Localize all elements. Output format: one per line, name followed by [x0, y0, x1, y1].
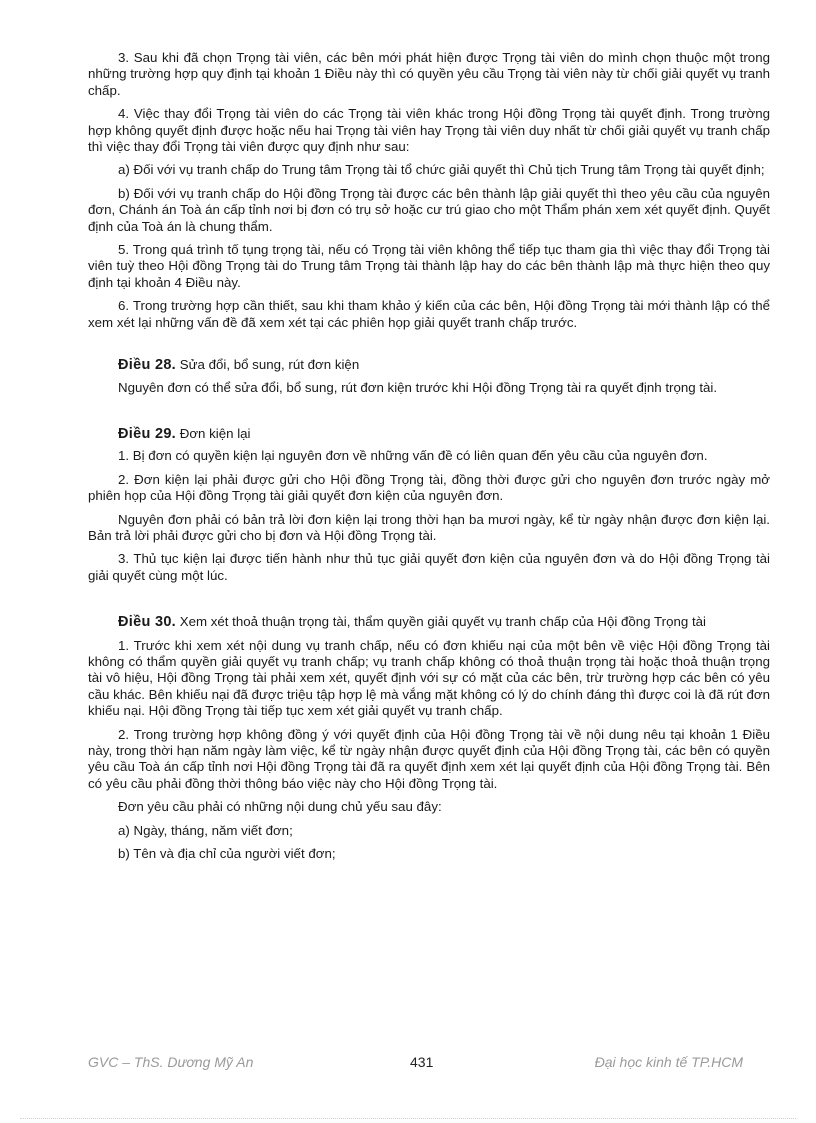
paragraph: 6. Trong trường hợp cần thiết, sau khi tham khảo ý kiến của các bên, Hội đồng Trọng tài mới thành lập có thể xem xét lại những vấn đề đã xem xét tại các phiên họp giải quyết tranh chấp trước.: [88, 298, 770, 330]
paragraph: Nguyên đơn có thể sửa đổi, bổ sung, rút đơn kiện trước khi Hội đồng Trọng tài ra quyết định trọng tài.: [118, 379, 718, 395]
paragraph: 2. Trong trường hợp không đồng ý với quyết định của Hội đồng Trọng tài về nội dung nêu tại khoản 1 Điều này, trong thời hạn năm ngày làm việc, kể từ ngày nhận được quyết định của Hội đồng Trọng tài, các bên có quyền yêu cầu Toà án cấp tỉnh nơi Hội đồng Trọng tài đã ra quyết định xem xét lại quyết định của Hội đồng Trọng tài. Bên có yêu cầu phải đồng thời thông báo việc này cho Hội đồng Trọng tài.: [88, 726, 770, 791]
page-footer: [88, 1054, 743, 1074]
paragraph: a) Đối với vụ tranh chấp do Trung tâm Trọng tài tổ chức giải quyết thì Chủ tịch Trung tâm Trọng tài quyết định;: [118, 162, 765, 178]
divider: [20, 1118, 796, 1119]
article-number: Điều 30.: [118, 614, 177, 631]
article-number: Điều 28.: [118, 357, 177, 374]
article-heading-28: [88, 357, 770, 373]
paragraph: 5. Trong quá trình tố tụng trọng tài, nếu có Trọng tài viên không thể tiếp tục tham gia thì việc thay đổi Trọng tài viên tuỳ theo Hội đồng Trọng tài do Trung tâm Trọng tài thành lập hay do các bên thành lập mà thực hiện theo quy định tại khoản 4 Điều này.: [88, 242, 770, 290]
footer-institution: Đại học kinh tế TP.HCM: [594, 1054, 743, 1070]
paragraph: a) Ngày, tháng, năm viết đơn;: [118, 822, 293, 838]
paragraph: b) Tên và địa chỉ của người viết đơn;: [118, 846, 336, 862]
page-number: 431: [410, 1054, 434, 1070]
article-heading-30: [88, 614, 770, 630]
article-heading-29: [88, 426, 770, 442]
article-title: Xem xét thoả thuận trọng tài, thẩm quyền giải quyết vụ tranh chấp của Hội đồng Trọng tài: [176, 614, 707, 630]
paragraph: 3. Thủ tục kiện lại được tiến hành như thủ tục giải quyết đơn kiện của nguyên đơn và do Hội đồng Trọng tài giải quyết cùng một lúc.: [88, 551, 770, 583]
paragraph: 4. Việc thay đổi Trọng tài viên do các Trọng tài viên khác trong Hội đồng Trọng tài quyết định. Trong trường hợp không quyết định được hoặc nếu hai Trọng tài viên hay Trọng tài viên duy nhất từ chối giải quyết vụ tranh chấp thì việc thay đổi Trọng tài viên được quy định như sau:: [88, 106, 770, 155]
paragraph: Nguyên đơn phải có bản trả lời đơn kiện lại trong thời hạn ba mươi ngày, kể từ ngày nhận được đơn kiện lại. Bản trả lời phải được gửi cho bị đơn và Hội đồng Trọng tài.: [88, 511, 770, 543]
article-number: Điều 29.: [118, 425, 177, 442]
paragraph: Đơn yêu cầu phải có những nội dung chủ yếu sau đây:: [118, 799, 442, 815]
footer-author: GVC – ThS. Dương Mỹ An: [88, 1054, 254, 1070]
paragraph: b) Đối với vụ tranh chấp do Hội đồng Trọng tài được các bên thành lập giải quyết thì theo yêu cầu của nguyên đơn, Chánh án Toà án cấp tỉnh nơi bị đơn có trụ sở hoặc cư trú giao cho một Thẩm phán xem xét quyết định. Quyết định của Toà án là chung thẩm.: [88, 185, 770, 234]
article-title: Sửa đổi, bổ sung, rút đơn kiện: [176, 357, 360, 373]
paragraph: 1. Bị đơn có quyền kiện lại nguyên đơn về những vấn đề có liên quan đến yêu cầu của nguyên đơn.: [118, 448, 708, 464]
paragraph: 1. Trước khi xem xét nội dung vụ tranh chấp, nếu có đơn khiếu nại của một bên về việc Hội đồng Trọng tài không có thẩm quyền giải quyết vụ tranh chấp; vụ tranh chấp không có thoả thuận trọng tài hoặc thoả thuận trọng tài vô hiệu, Hội đồng Trọng tài phải xem xét, quyết định với sự có mặt của các bên, trừ trường hợp các bên có yêu cầu khác. Bên khiếu nại đã được triệu tập hợp lệ mà vắng mặt không có lý do chính đáng thì được coi là đã rút đơn khiếu nại. Hội đồng Trọng tài tiếp tục xem xét giải quyết vụ tranh chấp.: [88, 637, 770, 719]
paragraph: 3. Sau khi đã chọn Trọng tài viên, các bên mới phát hiện được Trọng tài viên do mình chọn thuộc một trong những trường hợp quy định tại khoản 1 Điều này thì có quyền yêu cầu Trọng tài viên này từ chối giải quyết vụ tranh chấp.: [88, 50, 770, 98]
paragraph: 2. Đơn kiện lại phải được gửi cho Hội đồng Trọng tài, đồng thời được gửi cho nguyên đơn trước ngày mở phiên họp của Hội đồng Trọng tài giải quyết đơn kiện của nguyên đơn.: [88, 471, 770, 504]
document-page: [88, 50, 770, 869]
article-title: Đơn kiện lại: [176, 425, 251, 441]
